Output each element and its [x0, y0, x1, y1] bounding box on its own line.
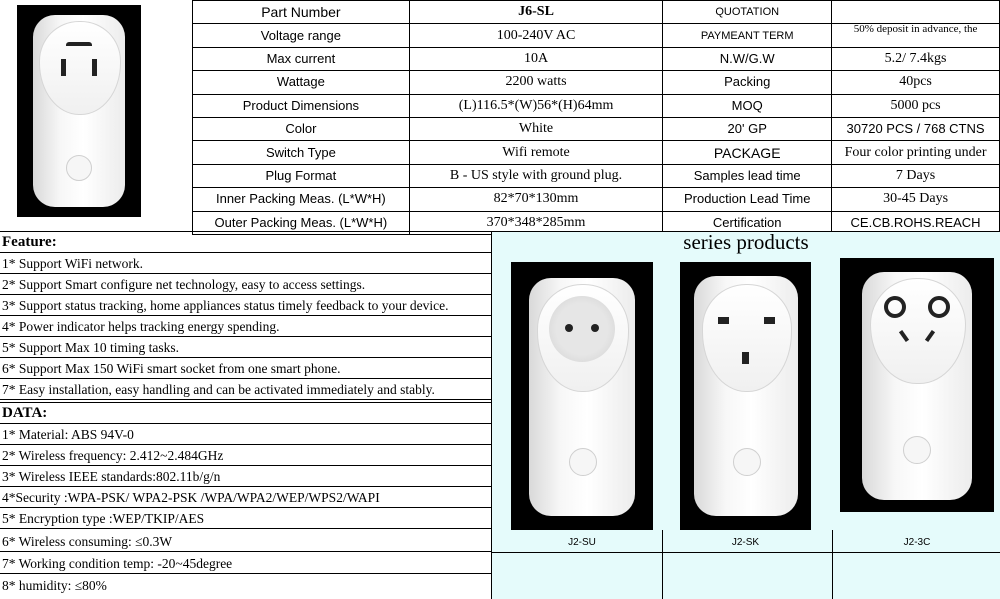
spec-label: Max current — [193, 47, 410, 70]
data-heading: DATA: — [0, 403, 491, 424]
spec-value-2: 40pcs — [832, 71, 1000, 94]
spec-label: Wattage — [193, 71, 410, 94]
product-photo-j2-su — [511, 262, 653, 530]
spec-value: J6-SL — [409, 1, 663, 24]
table-row — [193, 71, 1000, 94]
spec-value: 82*70*130mm — [409, 188, 663, 211]
spec-value-2: 30720 PCS / 768 CTNS — [832, 117, 1000, 140]
product-photo-j2-3c — [840, 258, 994, 512]
spec-label: Part Number — [193, 1, 410, 24]
data-item: 6* Wireless consuming: ≤0.3W — [0, 531, 491, 552]
spec-value: 10A — [409, 47, 663, 70]
data-item: 1* Material: ABS 94V-0 — [0, 424, 491, 445]
spec-value-2: 30-45 Days — [832, 188, 1000, 211]
spec-value: (L)116.5*(W)56*(H)64mm — [409, 94, 663, 117]
spec-label-2: 20' GP — [663, 117, 832, 140]
spec-value: 2200 watts — [409, 71, 663, 94]
spec-label: Product Dimensions — [193, 94, 410, 117]
table-row — [193, 117, 1000, 140]
data-item: 3* Wireless IEEE standards:802.11b/g/n — [0, 466, 491, 487]
spec-value: B - US style with ground plug. — [409, 164, 663, 187]
spec-label-2: Production Lead Time — [663, 188, 832, 211]
series-title: series products — [683, 230, 809, 254]
spec-label-2: QUOTATION — [663, 1, 832, 24]
table-row — [193, 94, 1000, 117]
spec-value-2: 50% deposit in advance, the — [832, 24, 1000, 47]
section-divider — [0, 402, 491, 403]
panel-divider — [662, 530, 663, 599]
table-row — [193, 1, 1000, 24]
panel-divider — [832, 530, 833, 599]
spec-label-2: Samples lead time — [663, 164, 832, 187]
feature-item: 7* Easy installation, easy handling and can be activated immediately and stably. — [0, 379, 491, 400]
spec-label: Plug Format — [193, 164, 410, 187]
spec-value-2: 5000 pcs — [832, 94, 1000, 117]
table-row — [193, 141, 1000, 164]
model-label: J2-SK — [731, 537, 760, 548]
data-item: 7* Working condition temp: -20~45degree — [0, 553, 491, 574]
spec-value: 370*348*285mm — [409, 211, 663, 234]
spec-value-2: 7 Days — [832, 164, 1000, 187]
spec-value-2: Four color printing under — [832, 141, 1000, 164]
spec-label-2: PAYMEANT TERM — [663, 24, 832, 47]
model-label: J2-SU — [568, 537, 596, 548]
table-row — [193, 164, 1000, 187]
table-row — [193, 47, 1000, 70]
spec-value: Wifi remote — [409, 141, 663, 164]
spec-table — [192, 0, 1000, 235]
data-item: 5* Encryption type :WEP/TKIP/AES — [0, 508, 491, 529]
feature-item: 5* Support Max 10 timing tasks. — [0, 337, 491, 358]
data-item: 2* Wireless frequency: 2.412~2.484GHz — [0, 445, 491, 466]
spec-label: Inner Packing Meas. (L*W*H) — [193, 188, 410, 211]
spec-label-2: N.W/G.W — [663, 47, 832, 70]
feature-item: 1* Support WiFi network. — [0, 253, 491, 274]
feature-item: 3* Support status tracking, home appliances status timely feedback to your device. — [0, 295, 491, 316]
spec-label-2: Packing — [663, 71, 832, 94]
feature-item: 2* Support Smart configure net technology, easy to access settings. — [0, 274, 491, 295]
model-label: J2-3C — [903, 537, 931, 548]
spec-value-2: 5.2/ 7.4kgs — [832, 47, 1000, 70]
panel-divider — [492, 552, 1000, 553]
data-item: 8* humidity: ≤80% — [2, 578, 107, 593]
spec-value: 100-240V AC — [409, 24, 663, 47]
product-photo-j2-sk — [680, 262, 811, 530]
feature-item: 4* Power indicator helps tracking energy spending. — [0, 316, 491, 337]
spec-label: Color — [193, 117, 410, 140]
feature-heading: Feature: — [0, 232, 491, 253]
spec-label-2: PACKAGE — [663, 141, 832, 164]
panel-border — [491, 232, 492, 599]
spec-value-2 — [832, 1, 1000, 24]
spec-label-2: MOQ — [663, 94, 832, 117]
spec-label: Voltage range — [193, 24, 410, 47]
product-photo-us — [17, 5, 141, 217]
spec-value: White — [409, 117, 663, 140]
spec-label: Outer Packing Meas. (L*W*H) — [193, 211, 410, 234]
feature-item: 6* Support Max 150 WiFi smart socket from one smart phone. — [0, 358, 491, 379]
table-row — [193, 188, 1000, 211]
table-row — [193, 24, 1000, 47]
spec-label: Switch Type — [193, 141, 410, 164]
spec-label-2: Certification — [663, 211, 832, 234]
spec-value-2: CE.CB.ROHS.REACH — [832, 211, 1000, 234]
data-item: 4*Security :WPA-PSK/ WPA2-PSK /WPA/WPA2/WEP/WPS2/WAPI — [0, 487, 491, 508]
